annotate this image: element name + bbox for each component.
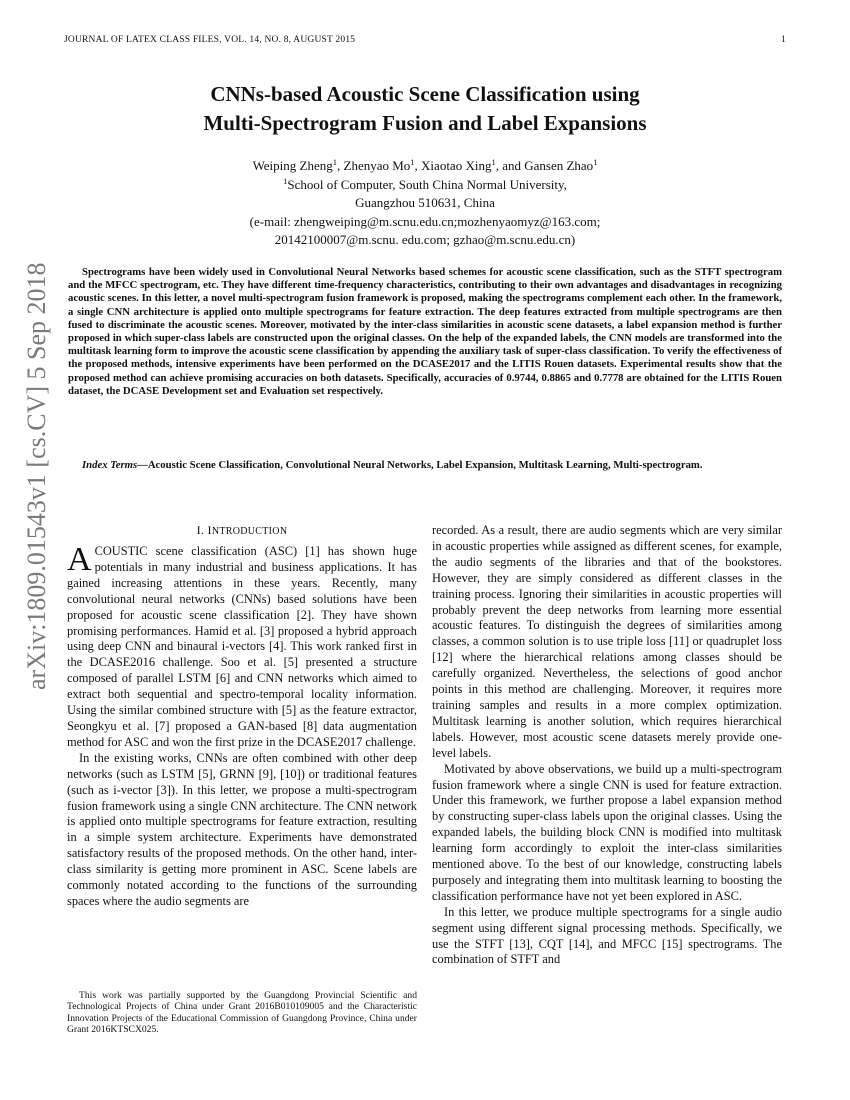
section-title-initial: I: [207, 523, 212, 537]
author-affiliation-mark: 1: [332, 157, 337, 167]
page-number: 1: [781, 35, 786, 45]
author-affiliation-mark: 1: [593, 157, 598, 167]
author-name: Xiaotao Xing: [421, 158, 492, 173]
index-terms-label: Index Terms: [82, 459, 138, 471]
author-name: Gansen Zhao: [524, 158, 594, 173]
author-name: Weiping Zheng: [252, 158, 333, 173]
arxiv-identifier: arXiv:1809.01543v1 [cs.CV] 5 Sep 2018: [22, 262, 51, 690]
author-name: Zhenyao Mo: [343, 158, 411, 173]
body-paragraph: [67, 541, 417, 751]
affiliation-mark: 1: [283, 175, 288, 186]
index-terms: [68, 459, 782, 472]
footnote: This work was partially supported by the Guangdong Provincial Scientific and Technological Projects of China under Grant 2016B010109005 and the Characteristic Innovation Projects of the Educational Commission of Guangdong Province, China under Grant 2016KTSCX025.: [67, 990, 417, 1036]
body-paragraph: In the existing works, CNNs are often combined with other deep networks (such as LSTM [5], GRNN [9], [10]) or traditional features (such as i-vector [3]). In this letter, we propose a multi-spectrogram fusion framework using a single CNN architecture. The CNN network is applied onto multiple spectrograms for feature extraction, resulting in a simple system architecture. Experiments have demonstrated satisfactory results of the proposed methods. On the other hand, inter-class similarity is getting more prominent in ASC. Scene labels are commonly notated according to the functions of the surrounding spaces where the audio segments are: [67, 750, 417, 908]
author-affiliation-mark: 1: [410, 157, 415, 167]
body-paragraph: Motivated by above observations, we build up a multi-spectrogram fusion framework where a single CNN is used for feature extraction. Under this framework, we further propose a label expansion method by constructing super-class labels upon the original classes. Using the expanded labels, the building block CNN is modified into multitask learning form accordingly to exploit the inter-class similarities mentioned above. To the best of our knowledge, constructing labels purposely and integrating them into multitask learning to boosting the classification performance have not yet been explored in ASC.: [432, 761, 782, 903]
email-line: (e-mail: zhengweiping@m.scnu.edu.cn;mozhenyaomyz@163.com;: [249, 213, 601, 229]
paragraph-text: COUSTIC scene classification (ASC) [1] has shown huge potentials in many industrial and business applications. It has gained increasing attentions in these years. Recently, many convolutional neural networks (CNNs) based solutions have been proposed for acoustic scene classification [2]. They have shown promising performances. Hamid et al. [3] proposed a hybrid approach using deep CNN and binaural i-vectors [4]. This work ranked first in the DCASE2016 challenge. Soo et al. [5] presented a structure composed of parallel LSTM [6] and CNN networks which aimed to extract both sequential and spectro-temporal locality information. Using the similar combined structure with [5] as the feature extractor, Seongkyu et al. [7] proposed a GAN-based [8] data augmentation method for ASC and won the first prize in the DCASE2017 challenge.: [67, 544, 417, 749]
paper-title: [100, 80, 750, 138]
left-column: [67, 523, 417, 910]
right-column: [432, 523, 782, 968]
author-block: [120, 157, 730, 250]
title-line-2: Multi-Spectrogram Fusion and Label Expansions: [203, 111, 647, 135]
affiliation: [120, 176, 730, 195]
section-heading: [67, 523, 417, 538]
affiliation-line: School of Computer, South China Normal University,: [287, 176, 567, 192]
author-affiliation-mark: 1: [491, 157, 496, 167]
body-paragraph: In this letter, we produce multiple spectrograms for a single audio segment using different signal processing methods. Specifically, we use the STFT [13], CQT [14], and MFCC [15] spectrograms. The combination of STFT and: [432, 904, 782, 967]
title-block: [100, 80, 750, 138]
author-separator: ,: [337, 158, 341, 173]
author-list: [120, 157, 730, 176]
affiliation-city: Guangzhou 510631, China: [355, 195, 495, 210]
section-title-rest: NTRODUCTION: [211, 526, 288, 537]
email-line: 20142100007@m.scnu. edu.com; gzhao@m.scnu.edu.cn): [274, 232, 576, 247]
author-separator: ,: [414, 158, 418, 173]
section-number: I.: [196, 523, 208, 537]
author-separator: , and: [495, 158, 521, 173]
index-terms-text: —Acoustic Scene Classification, Convolutional Neural Networks, Label Expansion, Multitask Learning, Multi-spectrogram.: [137, 459, 703, 471]
journal-name: JOURNAL OF LATEX CLASS FILES, VOL. 14, NO. 8, AUGUST 2015: [64, 35, 356, 45]
drop-cap: A: [67, 541, 92, 578]
running-head: [64, 35, 786, 49]
title-line-1: CNNs-based Acoustic Scene Classification using: [210, 82, 640, 106]
abstract: Spectrograms have been widely used in Convolutional Neural Networks based schemes for acoustic scene classification, such as the STFT spectrogram and the MFCC spectrogram, etc. They have different time-frequency characteristics, contributing to their own advantages and disadvantages in recognizing acoustic scenes. In this letter, a novel multi-spectrogram fusion framework is proposed, making the spectrograms complement each other. In the framework, a single CNN architecture is applied onto multiple spectrograms for feature extraction. The deep features extracted from multiple spectrograms are then fused to discriminate the acoustic scenes. Moreover, motivated by the inter-class similarities in acoustic scene datasets, a label expansion method is further proposed in which super-class labels are constructed upon the original classes. On the help of the expanded labels, the CNN models are transformed into the multitask learning form to improve the acoustic scene classification by appending the auxiliary task of super-class classification. To verify the effectiveness of the proposed methods, intensive experiments have been performed on the DCASE2017 and the LITIS Rouen datasets. Experimental results show that the proposed method can achieve promising accuracies on both datasets. Specifically, accuracies of 0.9744, 0.8865 and 0.7778 are obtained for the LITIS Rouen dataset, the DCASE Development set and Evaluation set respectively.: [68, 266, 782, 397]
body-paragraph: recorded. As a result, there are audio segments which are very similar in acoustic properties while assigned as different scenes, for example, the audio segments of the libraries and that of the bookstores. However, they are simply considered as different classes in the training process. Ignoring their similarities in acoustic properties will probably prevent the deep networks from learning more essential acoustic features. To distinguish the degrees of similarities among classes, a common solution is to use triple loss [11] or quadruplet loss [12] where the hierarchical relations among classes should be carefully organized. Nevertheless, the selections of good anchor points in this method are challenging. Moreover, it requires more training samples and results in a more complex optimization. Multitask learning is another solution, which requires hierarchical labels. However, most acoustic scene datasets merely provide one-level labels.: [432, 523, 782, 760]
